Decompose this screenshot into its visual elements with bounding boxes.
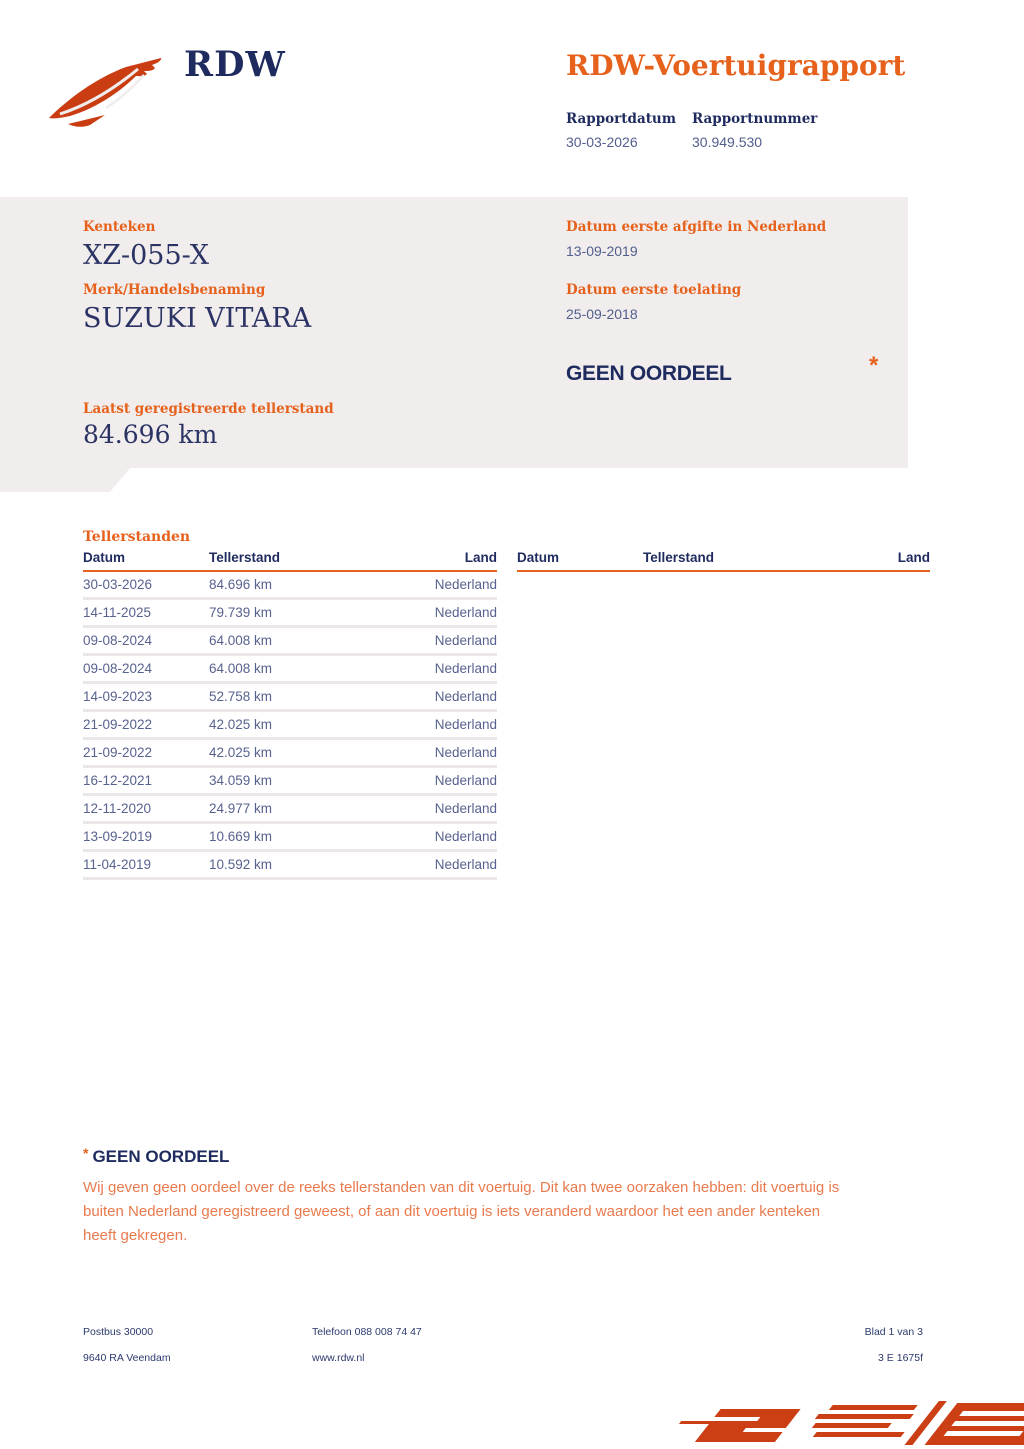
footer-form-code: 3 E 1675f <box>878 1352 923 1364</box>
oordeel-asterisk: * <box>869 352 879 379</box>
odometer-table-right <box>517 550 930 572</box>
cell-datum: 16-12-2021 <box>83 773 153 788</box>
cell-datum: 14-11-2025 <box>83 605 152 620</box>
report-date-label: Rapportdatum <box>566 111 677 127</box>
kenteken-label: Kenteken <box>83 219 156 235</box>
column-header-tellerstand: Tellerstand <box>209 550 281 565</box>
odometer-table-header-2 <box>517 550 930 572</box>
speed-stripes-icon <box>594 1397 1024 1449</box>
cell-tellerstand: 10.592 km <box>209 857 273 872</box>
cell-datum: 21-09-2022 <box>83 745 153 760</box>
footnote-heading <box>83 1145 229 1167</box>
cell-datum: 14-09-2023 <box>83 689 153 704</box>
page-title: RDW-Voertuigrapport <box>566 49 906 82</box>
column-header-datum-2: Datum <box>517 550 560 565</box>
table-row <box>83 852 497 880</box>
table-row <box>83 740 497 768</box>
merk-label: Merk/Handelsbenaming <box>83 282 266 298</box>
cell-tellerstand: 64.008 km <box>209 633 273 648</box>
table-row <box>83 712 497 740</box>
column-header-datum: Datum <box>83 550 126 565</box>
cell-datum: 13-09-2019 <box>83 829 153 844</box>
rdw-logo-text: RDW <box>184 44 286 85</box>
footer-address-line2: 9640 RA Veendam <box>83 1352 171 1364</box>
cell-tellerstand: 84.696 km <box>209 577 273 592</box>
footer-address-line1: Postbus 30000 <box>83 1326 154 1338</box>
footnote-asterisk: * <box>83 1145 89 1161</box>
oordeel-status: GEEN OORDEEL <box>566 362 732 385</box>
column-header-land: Land <box>464 550 497 565</box>
table-row <box>83 684 497 712</box>
merk-value: SUZUKI VITARA <box>83 303 312 334</box>
report-date-value: 30-03-2026 <box>566 134 638 150</box>
cell-tellerstand: 34.059 km <box>209 773 273 788</box>
footer-website: www.rdw.nl <box>312 1352 365 1364</box>
cell-datum: 12-11-2020 <box>83 801 152 816</box>
tellerstanden-section-title: Tellerstanden <box>83 529 191 545</box>
footnote-line: buiten Nederland geregistreerd geweest, of aan dit voertuig is iets veranderd waardoor het een ander kenteken <box>83 1203 821 1220</box>
cell-datum: 09-08-2024 <box>83 633 153 648</box>
footer-page-indicator: Blad 1 van 3 <box>864 1326 923 1338</box>
footnote-body <box>83 1176 895 1248</box>
cell-land: Nederland <box>434 689 497 704</box>
cell-tellerstand: 42.025 km <box>209 745 273 760</box>
rdw-swoosh-icon <box>48 55 174 135</box>
eerste-toelating-value: 25-09-2018 <box>566 306 638 322</box>
cell-land: Nederland <box>434 773 497 788</box>
column-header-land-2: Land <box>897 550 930 565</box>
cell-land: Nederland <box>434 829 497 844</box>
cell-land: Nederland <box>434 633 497 648</box>
cell-land: Nederland <box>434 661 497 676</box>
odometer-table-rows <box>83 572 497 880</box>
footnote-line: Wij geven geen oordeel over de reeks tellerstanden van dit voertuig. Dit kan twee oorzaken hebben: dit voertuig is <box>83 1179 840 1196</box>
odometer-table-header <box>83 550 497 572</box>
cell-tellerstand: 52.758 km <box>209 689 273 704</box>
eerste-toelating-label: Datum eerste toelating <box>566 282 742 298</box>
cell-land: Nederland <box>434 605 497 620</box>
eerste-afgifte-value: 13-09-2019 <box>566 243 638 259</box>
cell-tellerstand: 79.739 km <box>209 605 273 620</box>
column-header-tellerstand-2: Tellerstand <box>643 550 715 565</box>
tellerstand-value: 84.696 km <box>83 420 218 449</box>
cell-land: Nederland <box>434 745 497 760</box>
cell-datum: 09-08-2024 <box>83 661 153 676</box>
table-row <box>83 572 497 600</box>
table-row <box>83 628 497 656</box>
kenteken-value: XZ-055-X <box>83 240 210 271</box>
cell-land: Nederland <box>434 577 497 592</box>
table-row <box>83 796 497 824</box>
footnote-title: GEEN OORDEEL <box>92 1147 230 1166</box>
tellerstand-label: Laatst geregistreerde tellerstand <box>83 401 334 417</box>
cell-datum: 30-03-2026 <box>83 577 153 592</box>
cell-land: Nederland <box>434 717 497 732</box>
cell-land: Nederland <box>434 801 497 816</box>
odometer-table-left <box>83 550 497 880</box>
footer-phone: Telefoon 088 008 74 47 <box>312 1326 422 1338</box>
report-number-value: 30.949.530 <box>692 134 763 150</box>
cell-land: Nederland <box>434 857 497 872</box>
cell-datum: 11-04-2019 <box>83 857 152 872</box>
table-row <box>83 768 497 796</box>
cell-tellerstand: 64.008 km <box>209 661 273 676</box>
cell-tellerstand: 24.977 km <box>209 801 273 816</box>
report-number-label: Rapportnummer <box>692 111 818 127</box>
cell-datum: 21-09-2022 <box>83 717 153 732</box>
table-row <box>83 824 497 852</box>
cell-tellerstand: 10.669 km <box>209 829 273 844</box>
eerste-afgifte-label: Datum eerste afgifte in Nederland <box>566 219 827 235</box>
table-row <box>83 656 497 684</box>
cell-tellerstand: 42.025 km <box>209 717 273 732</box>
table-row <box>83 600 497 628</box>
footnote-line: heeft gekregen. <box>83 1227 188 1244</box>
